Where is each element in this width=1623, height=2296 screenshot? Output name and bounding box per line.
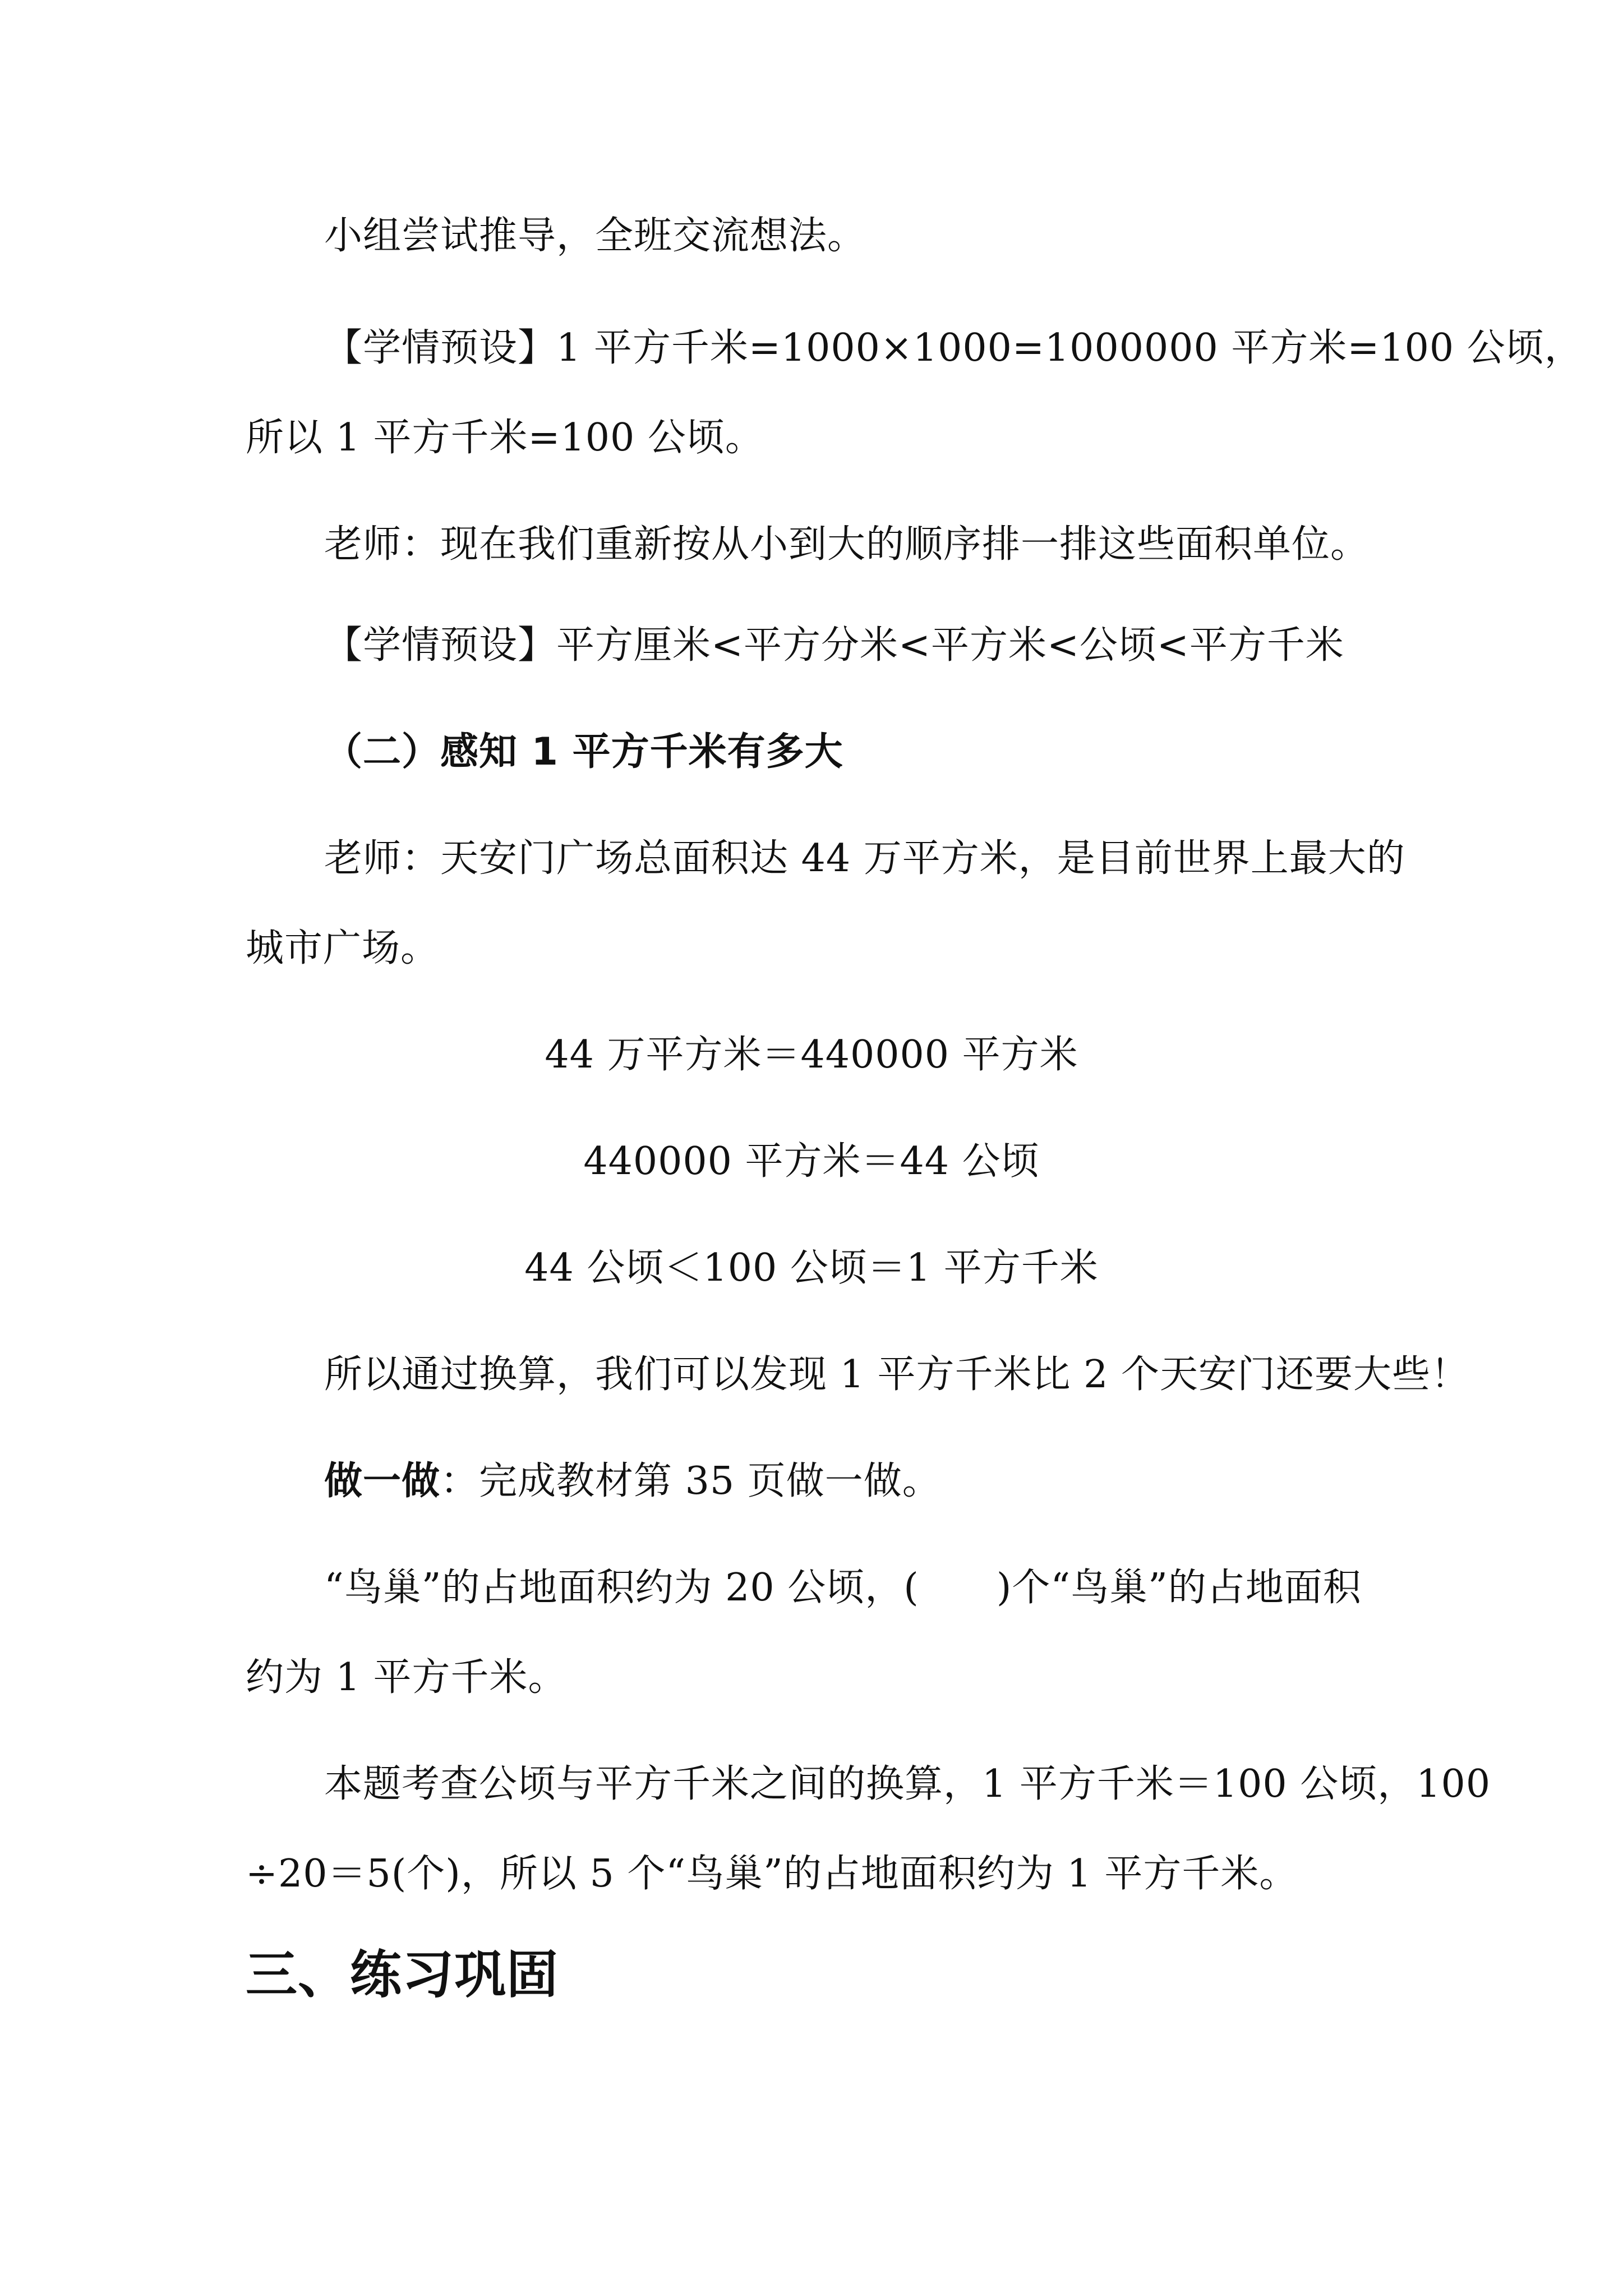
equation-3: 44 公顷＜100 公顷＝1 平方千米 xyxy=(524,1246,1099,1290)
paragraph-tiananmen-line2: 城市广场。 xyxy=(246,926,440,970)
paragraph-teacher-order: 老师：现在我们重新按从小到大的顺序排一排这些面积单位。 xyxy=(324,522,1370,567)
paragraph-group-derivation: 小组尝试推导，全班交流想法。 xyxy=(324,214,866,258)
equation-2: 440000 平方米＝44 公顷 xyxy=(583,1139,1040,1184)
paragraph-preset-1-line1: 【学情预设】1 平方千米=1000×1000=1000000 平方米=100 公顷， xyxy=(324,326,1583,370)
paragraph-birdnest-line1: “鸟巢”的占地面积约为 20 公顷，( )个“鸟巢”的占地面积 xyxy=(324,1566,1362,1610)
paragraph-preset-2: 【学情预设】平方厘米<平方分米<平方米<公顷<平方千米 xyxy=(324,623,1344,668)
equation-1: 44 万平方米＝440000 平方米 xyxy=(545,1033,1078,1077)
exercise-label: 做一做 xyxy=(324,1459,441,1503)
paragraph-preset-1-line2: 所以 1 平方千米=100 公顷。 xyxy=(246,416,764,460)
paragraph-tiananmen-line1: 老师：天安门广场总面积达 44 万平方米，是目前世界上最大的 xyxy=(324,836,1405,881)
paragraph-explanation-line2: ÷20＝5(个)，所以 5 个“鸟巢”的占地面积约为 1 平方千米。 xyxy=(246,1852,1298,1896)
paragraph-birdnest-line2: 约为 1 平方千米。 xyxy=(246,1655,567,1700)
subheading-perceive: （二）感知 1 平方千米有多大 xyxy=(324,730,843,774)
exercise-text: ：完成教材第 35 页做一做。 xyxy=(440,1459,941,1503)
section-heading-practice: 三、练习巩固 xyxy=(246,1945,559,2005)
paragraph-explanation-line1: 本题考查公顷与平方千米之间的换算，1 平方千米＝100 公顷，100 xyxy=(324,1762,1491,1806)
paragraph-conclusion: 所以通过换算，我们可以发现 1 平方千米比 2 个天安门还要大些！ xyxy=(324,1352,1469,1397)
paragraph-exercise xyxy=(324,1456,941,1507)
